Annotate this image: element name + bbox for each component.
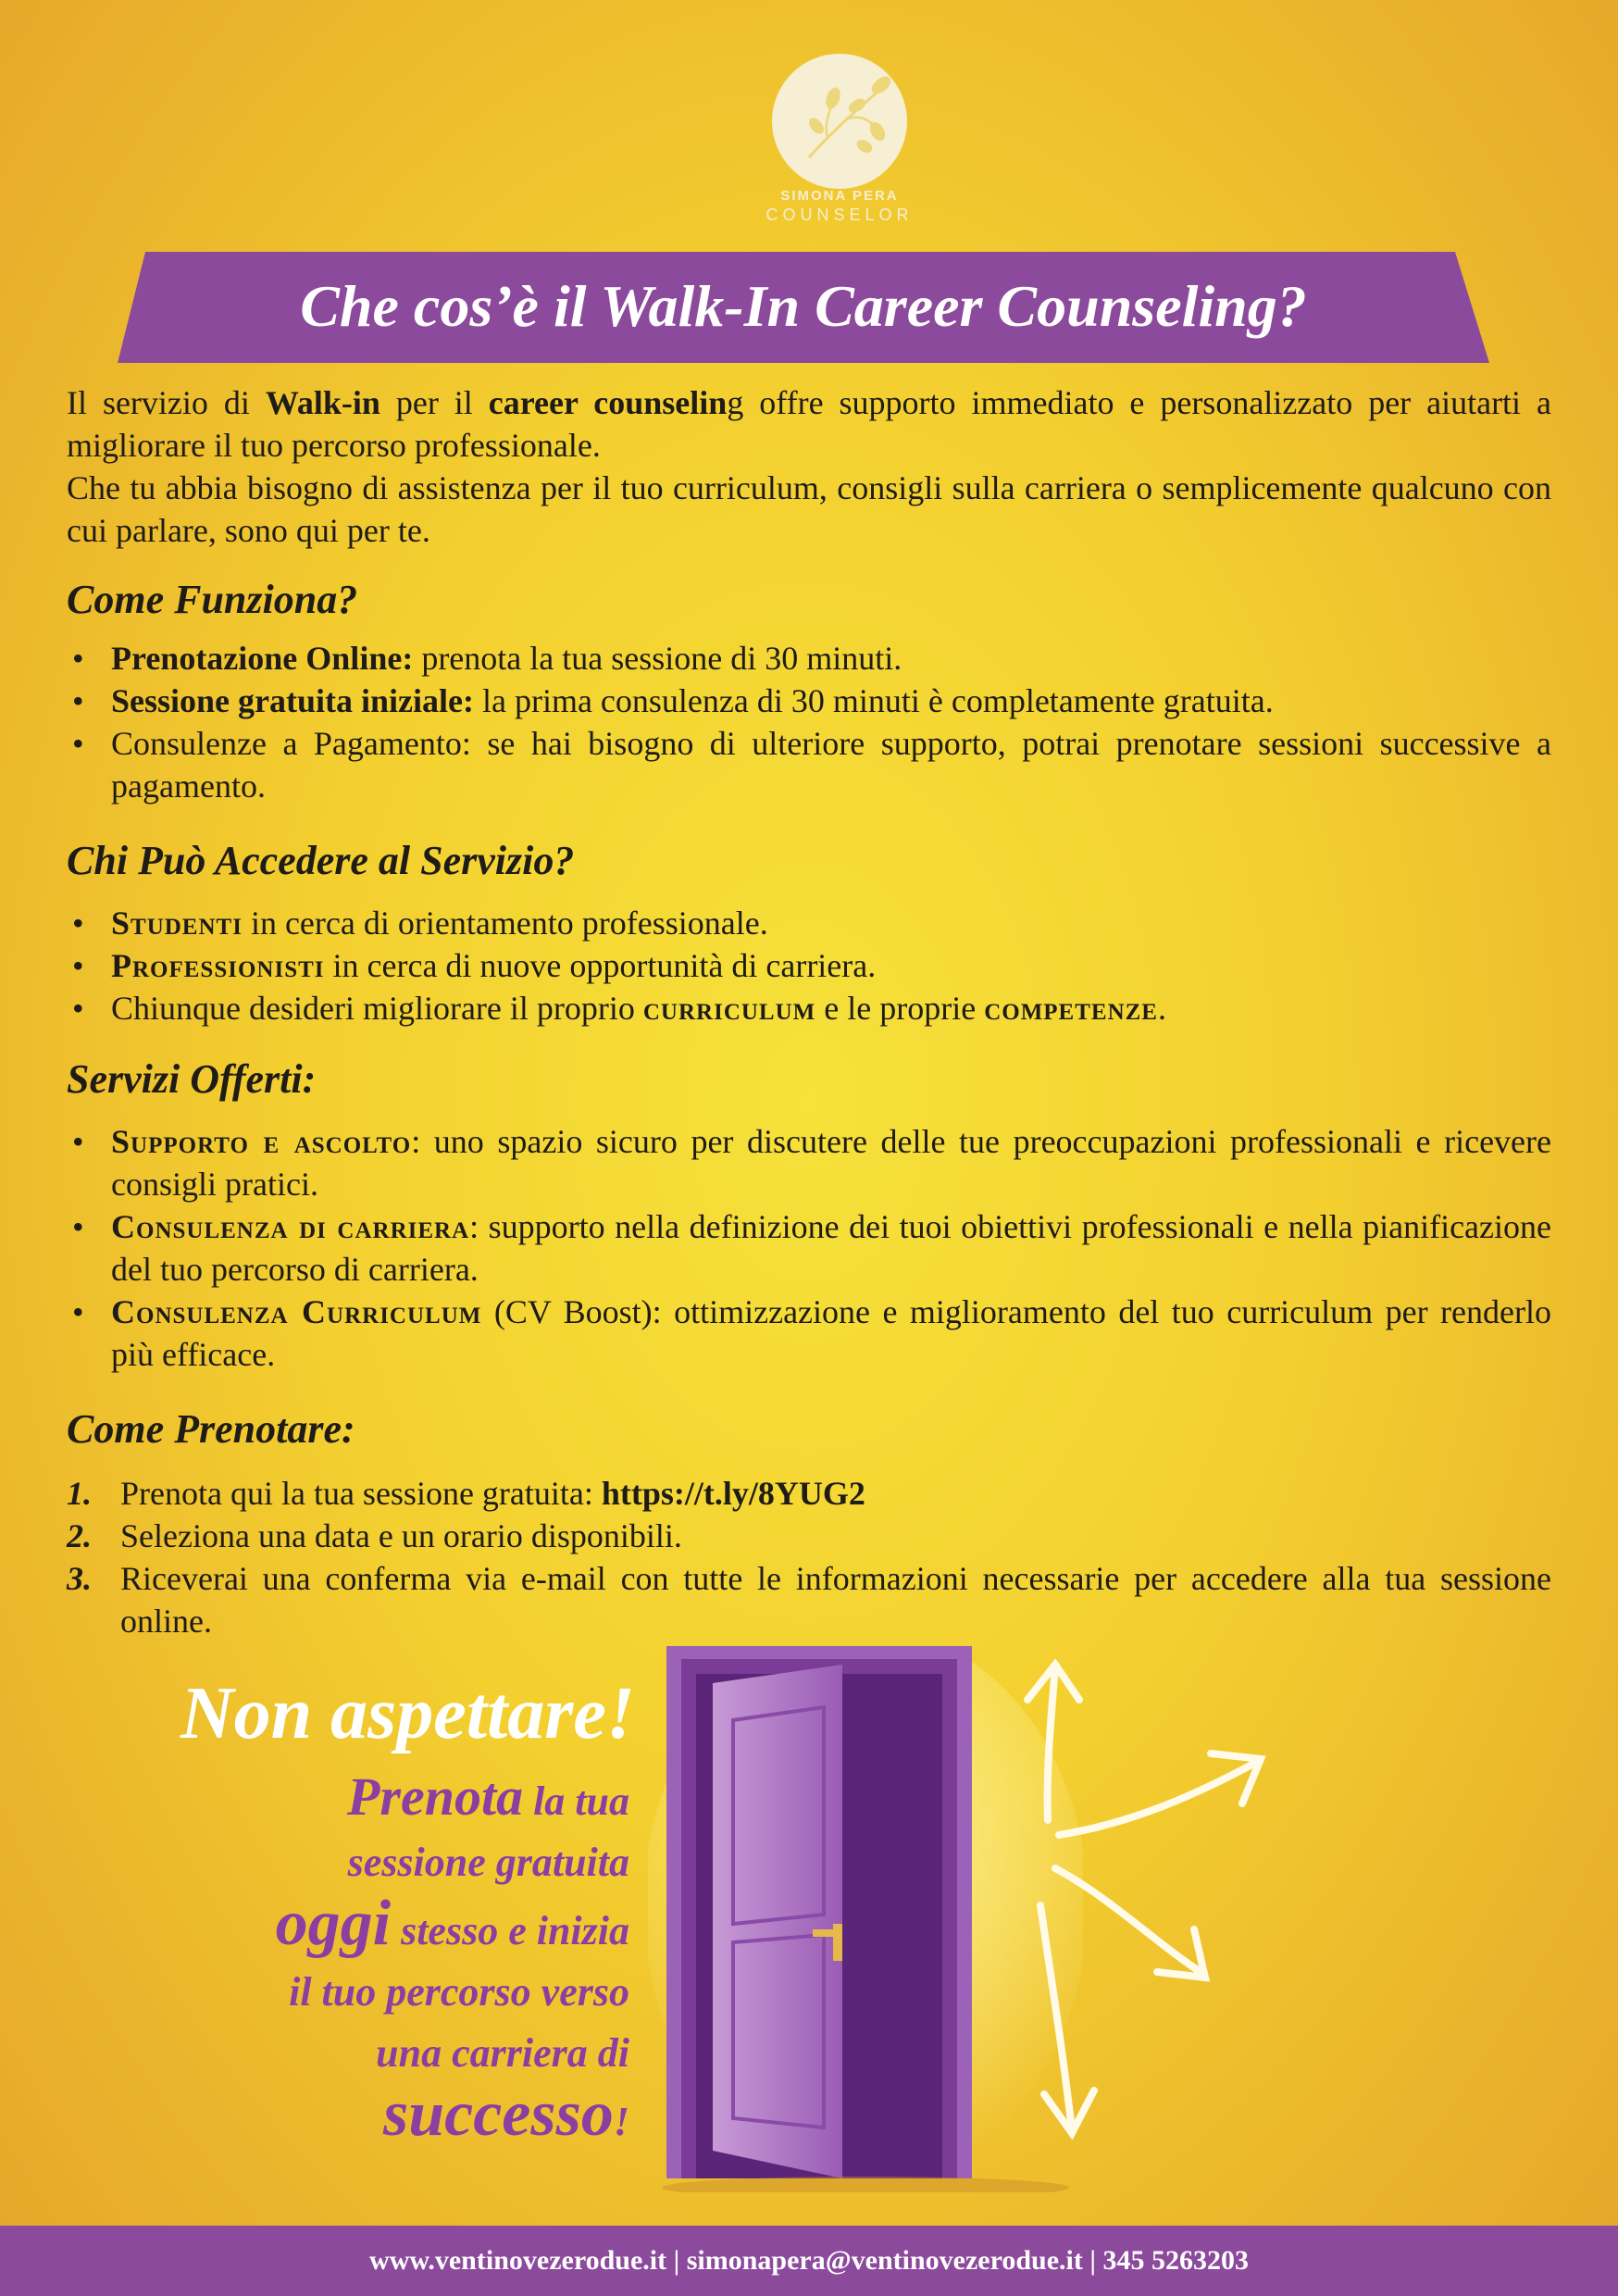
booking-link[interactable]: https://t.ly/8YUG2 bbox=[601, 1475, 865, 1512]
list-item: • Chiunque desideri migliorare il proprio curriculum e le proprie competenze. bbox=[72, 990, 1166, 1027]
list-item: • Studenti in cerca di orientamento professionale. bbox=[72, 905, 768, 942]
cta-text: Prenota la tua sessione gratuita oggi stesso e inizia il tuo percorso verso una carriera di successo! bbox=[275, 1766, 629, 2150]
logo-emblem bbox=[772, 54, 907, 189]
booking-steps bbox=[67, 1472, 1551, 1642]
list-item: • Professionisti in cerca di nuove opportunità di carriera. bbox=[72, 947, 877, 984]
list-item: • Consulenza Curriculum (CV Boost): ottimizzazione e miglioramento del tuo curriculum per renderlo più efficace. bbox=[72, 1293, 1551, 1373]
list-item: 2. Seleziona una data e un orario disponibili. bbox=[67, 1517, 682, 1554]
arrow-right-down-icon bbox=[1055, 1868, 1203, 1974]
arrow-up-icon bbox=[1048, 1666, 1055, 1820]
brand-name: SIMONA PERA bbox=[780, 188, 899, 204]
intro-paragraph-2: Che tu abbia bisogno di assistenza per il tuo curriculum, consigli sulla carriera o semplicemente qualcuno con cui parlare, sono qui per te. bbox=[67, 469, 1551, 549]
how-list bbox=[67, 637, 1551, 807]
list-item: • Sessione gratuita iniziale: la prima consulenza di 30 minuti è completamente gratuita. bbox=[72, 682, 1274, 719]
section-heading-who: Chi Può Accedere al Servizio? bbox=[67, 838, 575, 883]
services-list bbox=[67, 1120, 1551, 1376]
list-item: • Prenotazione Online: prenota la tua sessione di 30 minuti. bbox=[72, 640, 902, 677]
list-item: 3. Riceverai una conferma via e-mail con tutte le informazioni necessarie per accedere alla tua sessione online. bbox=[67, 1560, 1551, 1640]
brand-role: COUNSELOR bbox=[765, 206, 914, 224]
intro-paragraph: Il servizio di Walk-in per il career counseling offre supporto immediato e personalizzato per aiutarti a migliorare il tuo percorso professionale. bbox=[67, 384, 1551, 464]
section-heading-services: Servizi Offerti: bbox=[67, 1056, 317, 1102]
list-item: • Supporto e ascolto: uno spazio sicuro per discutere delle tue preoccupazioni professionali e ricevere consigli pratici. bbox=[72, 1123, 1551, 1203]
who-list bbox=[67, 902, 1551, 1029]
cta-headline: Non aspettare! bbox=[180, 1673, 635, 1754]
list-item: 1. Prenota qui la tua sessione gratuita: https://t.ly/8YUG2 bbox=[67, 1475, 865, 1512]
page-title: Che cos’è il Walk-In Career Counseling? bbox=[300, 273, 1307, 339]
section-heading-how: Come Funziona? bbox=[67, 577, 358, 622]
arrows-illustration bbox=[1000, 1648, 1333, 2166]
arrow-right-up-icon bbox=[1059, 1761, 1259, 1835]
list-item: • Consulenza di carriera: supporto nella definizione dei tuoi obiettivi professionali e nella pianificazione del tuo percorso di carriera. bbox=[72, 1208, 1551, 1288]
section-heading-book: Come Prenotare: bbox=[67, 1406, 355, 1452]
list-item: • Consulenze a Pagamento: se hai bisogno di ulteriore supporto, potrai prenotare sessioni successive a pagamento. bbox=[72, 725, 1551, 805]
branch-leaves-icon bbox=[772, 54, 907, 189]
footer-contacts: www.ventinovezerodue.it | simonapera@ventinovezerodue.it | 345 5263203 bbox=[369, 2245, 1249, 2276]
